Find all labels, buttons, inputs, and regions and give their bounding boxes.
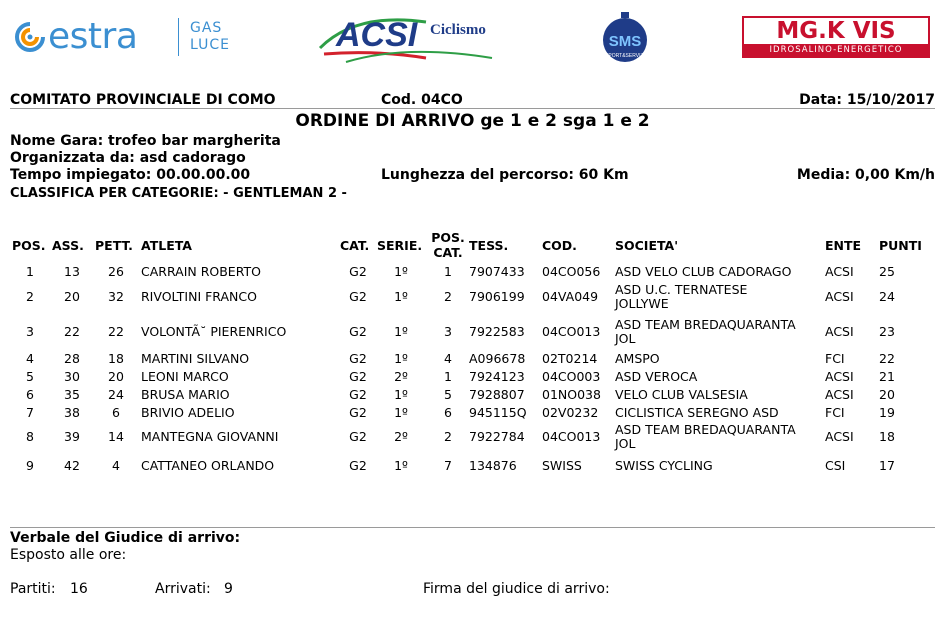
acsi-ciclismo-logo — [316, 10, 496, 66]
cell-atleta: RIVOLTINI FRANCO — [141, 289, 257, 304]
cell-serie: 1º — [394, 289, 408, 304]
cell-pos: 1 — [26, 264, 34, 279]
cell-societa: SWISS CYCLING — [615, 458, 713, 473]
cell-serie: 1º — [394, 387, 408, 402]
cell-societa: CICLISTICA SEREGNO ASD — [615, 405, 779, 420]
cell-pos: 7 — [26, 405, 34, 420]
partiti-value: 16 — [70, 581, 88, 597]
cell-poscat: 2 — [444, 289, 452, 304]
cell-pos: 9 — [26, 458, 34, 473]
cell-pett: 32 — [108, 289, 124, 304]
cell-pett: 24 — [108, 387, 124, 402]
header-divider — [10, 108, 935, 109]
cell-serie: 1º — [394, 264, 408, 279]
col-atleta: ATLETA — [141, 238, 192, 253]
estra-logo — [14, 16, 230, 60]
cell-punti: 20 — [879, 387, 895, 402]
cell-societa-line2: JOLLYWE — [615, 296, 669, 311]
cell-ente: ACSI — [825, 289, 854, 304]
estra-divider — [178, 18, 179, 56]
cell-atleta: LEONI MARCO — [141, 369, 229, 384]
cell-cat: G2 — [349, 264, 367, 279]
cell-atleta: MANTEGNA GIOVANNI — [141, 429, 279, 444]
arrivati-value: 9 — [224, 581, 233, 597]
cell-cat: G2 — [349, 369, 367, 384]
sms-sport-servizi-logo — [600, 10, 650, 66]
cell-punti: 25 — [879, 264, 895, 279]
col-punti: PUNTI — [879, 238, 922, 253]
cell-pett: 14 — [108, 429, 124, 444]
arrivati-label: Arrivati: — [155, 581, 211, 597]
col-cat: CAT. — [340, 238, 370, 253]
col-ente: ENTE — [825, 238, 862, 253]
cell-societa: VELO CLUB VALSESIA — [615, 387, 748, 402]
cell-punti: 19 — [879, 405, 895, 420]
cell-serie: 1º — [394, 405, 408, 420]
cell-tess: 7928807 — [469, 387, 525, 402]
cell-poscat: 1 — [444, 369, 452, 384]
cell-atleta: BRUSA MARIO — [141, 387, 230, 402]
committee-name: COMITATO PROVINCIALE DI COMO — [10, 92, 276, 108]
cell-punti: 24 — [879, 289, 895, 304]
cell-ente: CSI — [825, 458, 846, 473]
cell-punti: 23 — [879, 324, 895, 339]
firma-label: Firma del giudice di arrivo: — [423, 581, 610, 597]
sms-subtitle: SPORT&SERVIZI — [605, 53, 645, 59]
estra-wordmark: estra — [48, 16, 138, 57]
cell-cod: 04VA049 — [542, 289, 599, 304]
cell-tess: A096678 — [469, 351, 526, 366]
cell-cod: 02V0232 — [542, 405, 599, 420]
cell-cod: 01NO038 — [542, 387, 601, 402]
sms-wordmark: SMS — [608, 33, 642, 50]
cell-tess: 7906199 — [469, 289, 525, 304]
col-poscat-line2: CAT. — [433, 245, 463, 260]
acsi-wordmark: ACSI — [336, 16, 418, 54]
race-average: Media: 0,00 Km/h — [796, 167, 935, 183]
cell-pett: 6 — [112, 405, 120, 420]
cell-pos: 2 — [26, 289, 34, 304]
mgk-vis-logo — [742, 16, 930, 58]
cell-ass: 35 — [64, 387, 80, 402]
cell-poscat: 1 — [444, 264, 452, 279]
cell-atleta: VOLONTÃ˘ PIERENRICO — [141, 324, 287, 339]
cell-tess: 7922583 — [469, 324, 525, 339]
race-name: Nome Gara: trofeo bar margherita — [10, 133, 281, 149]
cell-ente: FCI — [825, 405, 845, 420]
cell-ente: ACSI — [825, 369, 854, 384]
cell-pett: 4 — [112, 458, 120, 473]
cell-ass: 38 — [64, 405, 80, 420]
cell-pos: 5 — [26, 369, 34, 384]
cell-pos: 6 — [26, 387, 34, 402]
cell-atleta: CARRAIN ROBERTO — [141, 264, 261, 279]
cell-atleta: CATTANEO ORLANDO — [141, 458, 275, 473]
mgk-wordmark: MG.K VIS — [776, 18, 896, 44]
cell-societa: ASD TEAM BREDAQUARANTA — [615, 422, 796, 437]
cell-poscat: 2 — [444, 429, 452, 444]
col-ass: ASS. — [52, 238, 84, 253]
estra-gas: GAS — [190, 20, 223, 36]
cell-pos: 4 — [26, 351, 34, 366]
cell-cod: 04CO013 — [542, 429, 601, 444]
cell-ass: 30 — [64, 369, 80, 384]
cell-ente: ACSI — [825, 387, 854, 402]
estra-luce: LUCE — [190, 37, 230, 53]
col-pett: PETT. — [95, 238, 133, 253]
cell-cat: G2 — [349, 458, 367, 473]
cell-serie: 2º — [394, 429, 408, 444]
page-title: ORDINE DI ARRIVO ge 1 e 2 sga 1 e 2 — [295, 111, 650, 131]
estra-swirl-icon — [14, 21, 46, 53]
cell-societa-line2: JOL — [615, 331, 636, 346]
col-tess: TESS. — [469, 238, 509, 253]
col-poscat-line1: POS. — [431, 230, 465, 245]
cell-pett: 26 — [108, 264, 124, 279]
cell-pett: 18 — [108, 351, 124, 366]
cell-ass: 28 — [64, 351, 80, 366]
cell-societa: AMSPO — [615, 351, 660, 366]
cell-cat: G2 — [349, 405, 367, 420]
race-time: Tempo impiegato: 00.00.00.00 — [10, 167, 251, 183]
cell-societa: ASD VELO CLUB CADORAGO — [615, 264, 792, 279]
col-serie: SERIE. — [377, 238, 423, 253]
cell-punti: 21 — [879, 369, 895, 384]
cell-pett: 22 — [108, 324, 124, 339]
cell-ass: 39 — [64, 429, 80, 444]
cell-ass: 13 — [64, 264, 80, 279]
race-date: Data: 15/10/2017 — [799, 92, 935, 108]
cell-pett: 20 — [108, 369, 124, 384]
cell-tess: 945115Q — [469, 405, 527, 420]
cell-ass: 20 — [64, 289, 80, 304]
col-pos: POS. — [12, 238, 46, 253]
col-societa: SOCIETA' — [615, 238, 679, 253]
cell-poscat: 4 — [444, 351, 452, 366]
cell-pos: 3 — [26, 324, 34, 339]
cell-societa: ASD TEAM BREDAQUARANTA — [615, 317, 796, 332]
race-organizer: Organizzata da: asd cadorago — [10, 150, 246, 166]
cell-cat: G2 — [349, 289, 367, 304]
race-category: CLASSIFICA PER CATEGORIE: - GENTLEMAN 2 - — [10, 186, 347, 201]
cell-ass: 22 — [64, 324, 80, 339]
cell-societa-line2: JOL — [615, 436, 636, 451]
cell-poscat: 5 — [444, 387, 452, 402]
committee-code: Cod. 04CO — [381, 92, 463, 108]
cell-atleta: MARTINI SILVANO — [141, 351, 250, 366]
mgk-subtitle: IDROSALINO-ENERGETICO — [744, 44, 928, 56]
cell-cod: SWISS — [542, 458, 582, 473]
cell-poscat: 6 — [444, 405, 452, 420]
race-length: Lunghezza del percorso: 60 Km — [381, 167, 629, 183]
cell-pos: 8 — [26, 429, 34, 444]
cell-cod: 04CO056 — [542, 264, 601, 279]
cell-ente: ACSI — [825, 429, 854, 444]
cell-cod: 04CO013 — [542, 324, 601, 339]
cell-serie: 1º — [394, 458, 408, 473]
cell-cat: G2 — [349, 387, 367, 402]
cell-cod: 02T0214 — [542, 351, 598, 366]
verbale-title: Verbale del Giudice di arrivo: — [10, 530, 241, 546]
cell-ass: 42 — [64, 458, 80, 473]
cell-poscat: 3 — [444, 324, 452, 339]
cell-ente: ACSI — [825, 324, 854, 339]
cell-tess: 7907433 — [469, 264, 525, 279]
cell-atleta: BRIVIO ADELIO — [141, 405, 235, 420]
cell-tess: 134876 — [469, 458, 517, 473]
cell-punti: 22 — [879, 351, 895, 366]
cell-cat: G2 — [349, 429, 367, 444]
cell-punti: 18 — [879, 429, 895, 444]
cell-ente: FCI — [825, 351, 845, 366]
cell-societa: ASD U.C. TERNATESE — [615, 282, 748, 297]
partiti-label: Partiti: — [10, 581, 56, 597]
cell-serie: 2º — [394, 369, 408, 384]
cell-cat: G2 — [349, 351, 367, 366]
esposto-label: Esposto alle ore: — [10, 547, 127, 563]
cell-cod: 04CO003 — [542, 369, 601, 384]
cell-societa: ASD VEROCA — [615, 369, 698, 384]
cell-serie: 1º — [394, 351, 408, 366]
estra-gas-luce — [190, 20, 230, 54]
cell-ente: ACSI — [825, 264, 854, 279]
cell-tess: 7924123 — [469, 369, 525, 384]
cell-serie: 1º — [394, 324, 408, 339]
cell-punti: 17 — [879, 458, 895, 473]
col-cod: COD. — [542, 238, 577, 253]
cell-cat: G2 — [349, 324, 367, 339]
cell-poscat: 7 — [444, 458, 452, 473]
acsi-ciclismo: Ciclismo — [430, 22, 486, 38]
footer-divider — [10, 527, 935, 528]
cell-tess: 7922784 — [469, 429, 525, 444]
